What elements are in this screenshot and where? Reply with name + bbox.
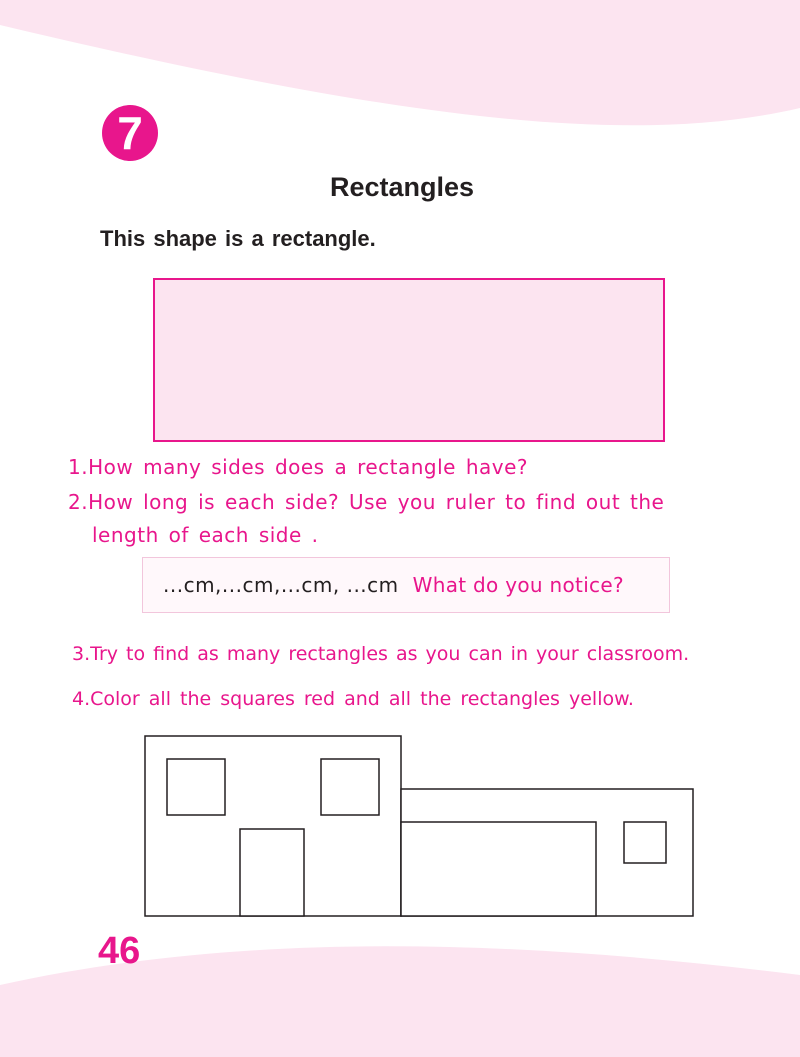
window-square-small[interactable] — [624, 822, 666, 863]
page-number: 46 — [98, 930, 141, 972]
question-3-text: Try to find as many rectangles as you can in your classroom. — [90, 643, 690, 665]
question-3-number: 3. — [72, 643, 91, 665]
question-1-text: How many sides does a rectangle have? — [88, 455, 529, 479]
question-2 — [68, 490, 664, 514]
window-square-right[interactable] — [321, 759, 379, 815]
question-2-number: 2. — [68, 490, 89, 514]
question-4 — [72, 688, 634, 710]
question-4-number: 4. — [72, 688, 91, 710]
answer-prompt: What do you notice? — [412, 573, 624, 597]
coloring-building-drawing — [140, 730, 700, 925]
question-3 — [72, 643, 689, 665]
question-4-text: Color all the squares red and all the rectangles yellow. — [90, 688, 634, 710]
question-1-number: 1. — [68, 455, 89, 479]
window-square-left[interactable] — [167, 759, 225, 815]
door-rectangle[interactable] — [240, 829, 304, 916]
lesson-number: 7 — [117, 107, 143, 159]
answer-box — [142, 557, 670, 613]
page-title: Rectangles — [330, 172, 475, 202]
lesson-number-badge — [102, 105, 158, 161]
question-1 — [68, 455, 528, 479]
intro-text: This shape is a rectangle. — [100, 226, 376, 251]
question-2-continuation: length of each side . — [92, 523, 319, 547]
garage-rectangle[interactable] — [401, 822, 596, 916]
question-2-text: How long is each side? Use you ruler to find out the — [88, 490, 665, 514]
answer-blanks[interactable]: ...cm,...cm,...cm, ...cm — [163, 573, 399, 597]
example-rectangle — [153, 278, 665, 442]
